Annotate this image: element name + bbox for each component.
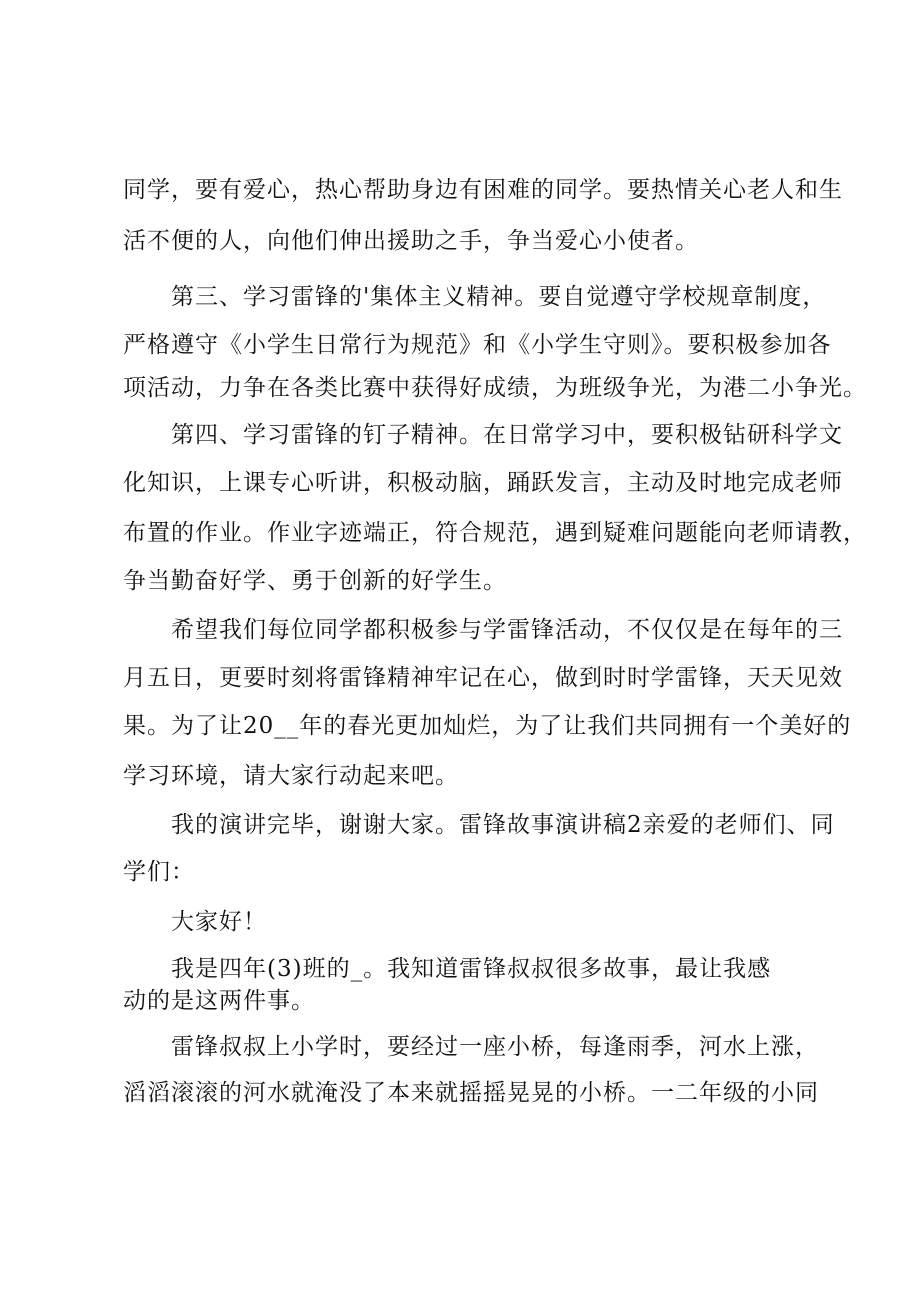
text-line: 化知识，上课专心听讲，积极动脑，踊跃发言，主动及时地完成老师 <box>123 470 843 496</box>
text-line: 雷锋叔叔上小学时，要经过一座小桥，每逢雨季，河水上涨， <box>171 1034 819 1060</box>
text-line: 学们： <box>123 859 195 885</box>
text-line: 严格遵守《小学生日常行为规范》和《小学生守则》。要积极参加各 <box>123 332 832 358</box>
text-line: 同学，要有爱心，热心帮助身边有困难的同学。要热情关心老人和生 <box>123 177 843 203</box>
text-line: 活不便的人，向他们伸出援助之手，争当爱心小使者。 <box>123 228 699 254</box>
text-line: 果。为了让20__年的春光更加灿烂，为了让我们共同拥有一个美好的 <box>123 713 852 739</box>
text-line: 希望我们每位同学都积极参与学雷锋活动，不仅仅是在每年的三 <box>171 617 843 643</box>
text-line: 争当勤奋好学、勇于创新的好学生。 <box>123 568 507 594</box>
text-line: 第三、学习雷锋的'集体主义精神。要自觉遵守学校规章制度， <box>171 284 827 310</box>
text-line: 我是四年(3)班的_。我知道雷锋叔叔很多故事，最让我感 <box>171 956 772 982</box>
text-line: 学习环境，请大家行动起来吧。 <box>123 763 459 789</box>
text-line: 第四、学习雷锋的钉子精神。在日常学习中，要积极钻研科学文 <box>171 422 843 448</box>
text-line: 滔滔滚滚的河水就淹没了本来就摇摇晃晃的小桥。一二年级的小同 <box>123 1080 819 1106</box>
text-line: 项活动，力争在各类比赛中获得好成绩，为班级争光，为港二小争光。 <box>123 375 867 401</box>
text-line: 大家好！ <box>171 909 267 935</box>
text-line: 月五日，更要时刻将雷锋精神牢记在心，做到时时学雷锋，天天见效 <box>123 665 843 691</box>
text-line: 动的是这两件事。 <box>123 988 315 1014</box>
text-line: 我的演讲完毕，谢谢大家。雷锋故事演讲稿2亲爱的老师们、同 <box>171 812 835 838</box>
text-line: 布置的作业。作业字迹端正，符合规范，遇到疑难问题能向老师请教， <box>123 520 867 546</box>
